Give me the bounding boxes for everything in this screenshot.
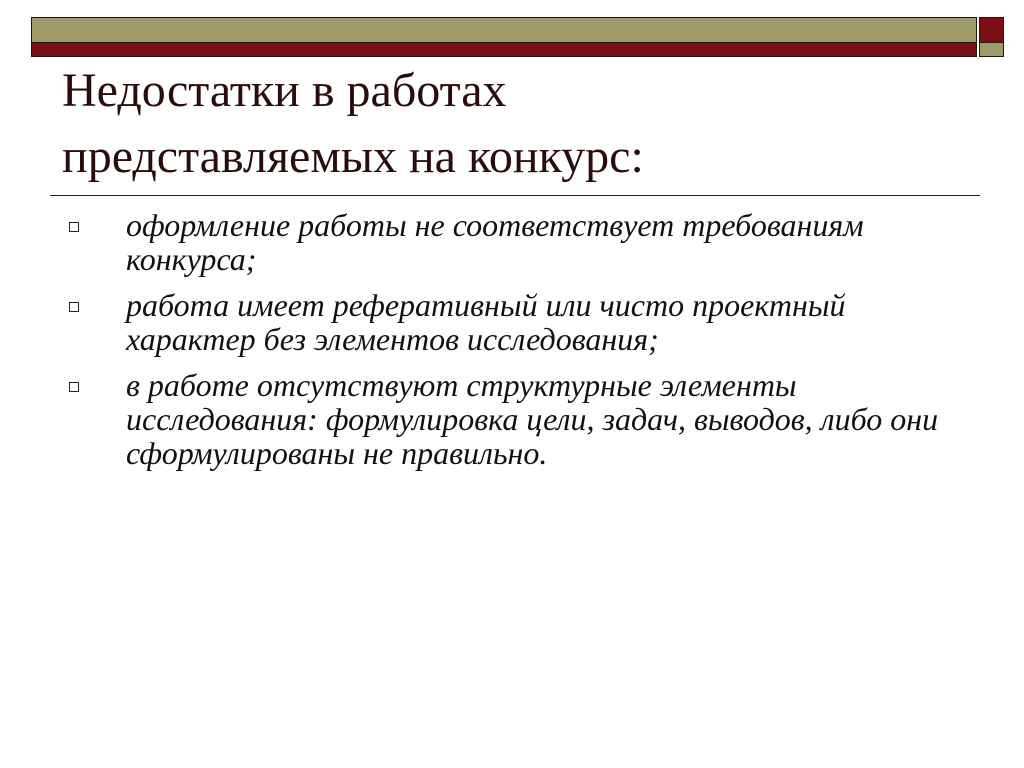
hollow-square-icon: [69, 302, 79, 312]
bullet-item: [64, 288, 944, 356]
bullet-item: [64, 368, 944, 470]
header-bar-olive: [31, 17, 977, 43]
hollow-square-icon: [69, 222, 79, 232]
bullet-item: [64, 208, 944, 276]
bullet-text: работа имеет реферативный или чисто проектный характер без элементов исследования;: [126, 287, 846, 357]
bullet-text: в работе отсутствуют структурные элементы исследования: формулировка цели, задач, выводов, либо они сформулированы не правильно.: [126, 367, 939, 471]
slide-title: Недостатки в работах представляемых на конкурс:: [62, 64, 644, 183]
header-square-maroon: [979, 17, 1004, 43]
bullet-list: [64, 208, 944, 482]
hollow-square-icon: [69, 382, 79, 392]
header-square-olive: [979, 42, 1004, 57]
title-divider: [50, 195, 980, 196]
bullet-text: оформление работы не соответствует требованиям конкурса;: [126, 207, 864, 277]
header-bar-maroon: [31, 42, 977, 57]
